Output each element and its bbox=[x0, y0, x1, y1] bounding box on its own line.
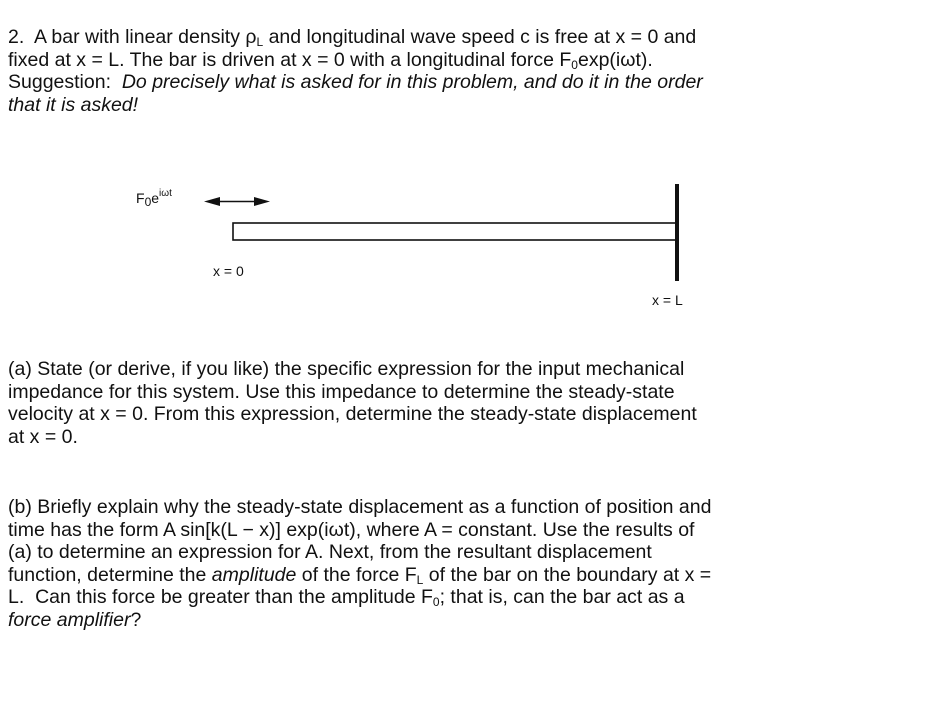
problem-line-1: 2. A bar with linear density $\rho_L$ and longitudinal wave speed c is free at x = 0 and bbox=[8, 26, 697, 49]
free-end-label: x = 0 bbox=[213, 263, 244, 279]
suggestion-line-1 bbox=[8, 71, 913, 94]
part-b-line-4: function, determine the amplitude of the force $F_L$ of the bar on the boundary at x = bbox=[8, 563, 712, 587]
suggestion-line-2: that it is asked! bbox=[8, 93, 139, 116]
part-b bbox=[8, 496, 913, 631]
force-arrow-left-head bbox=[204, 197, 220, 206]
part-b-line-1: (b) Briefly explain why the steady-state displacement as a function of position and bbox=[8, 496, 712, 518]
part-a-line-4: at x = 0. bbox=[8, 425, 78, 448]
part-a-line-3: velocity at x = 0. From this expression, determine the steady-state displacement bbox=[8, 403, 697, 425]
part-a-line-2: impedance for this system. Use this impedance to determine the steady-state bbox=[8, 380, 675, 403]
part-a-line-1: (a) State (or derive, if you like) the specific expression for the input mechanical bbox=[8, 358, 685, 380]
suggestion-label: Suggestion: bbox=[8, 71, 122, 93]
part-b-line-6: force amplifier? bbox=[8, 608, 142, 631]
problem-line-2: fixed at x = L. The bar is driven at x = 0 with a longitudinal force $F_0\exp(i\omega t)$. bbox=[8, 48, 653, 72]
bar-rectangle bbox=[233, 223, 676, 240]
problem-statement bbox=[8, 26, 913, 116]
suggestion-text: Do precisely what is asked for in this problem, and do it in the order bbox=[121, 71, 703, 93]
part-b-line-3: (a) to determine an expression for A. Next, from the resultant displacement bbox=[8, 541, 652, 563]
force-label: $F_0e^{i\omega t}$ bbox=[136, 188, 172, 209]
fixed-end-label: x = L bbox=[652, 292, 683, 308]
problem-number: 2. bbox=[8, 26, 25, 48]
part-b-line-5: L. Can this force be greater than the amplitude $F_0$; that is, can the bar act as a bbox=[8, 586, 685, 609]
part-a bbox=[8, 358, 913, 448]
part-b-line-2: time has the form A sin[k(L − x)] exp(iωt), where A = constant. Use the results of bbox=[8, 518, 695, 541]
force-arrow-right-head bbox=[254, 197, 270, 206]
